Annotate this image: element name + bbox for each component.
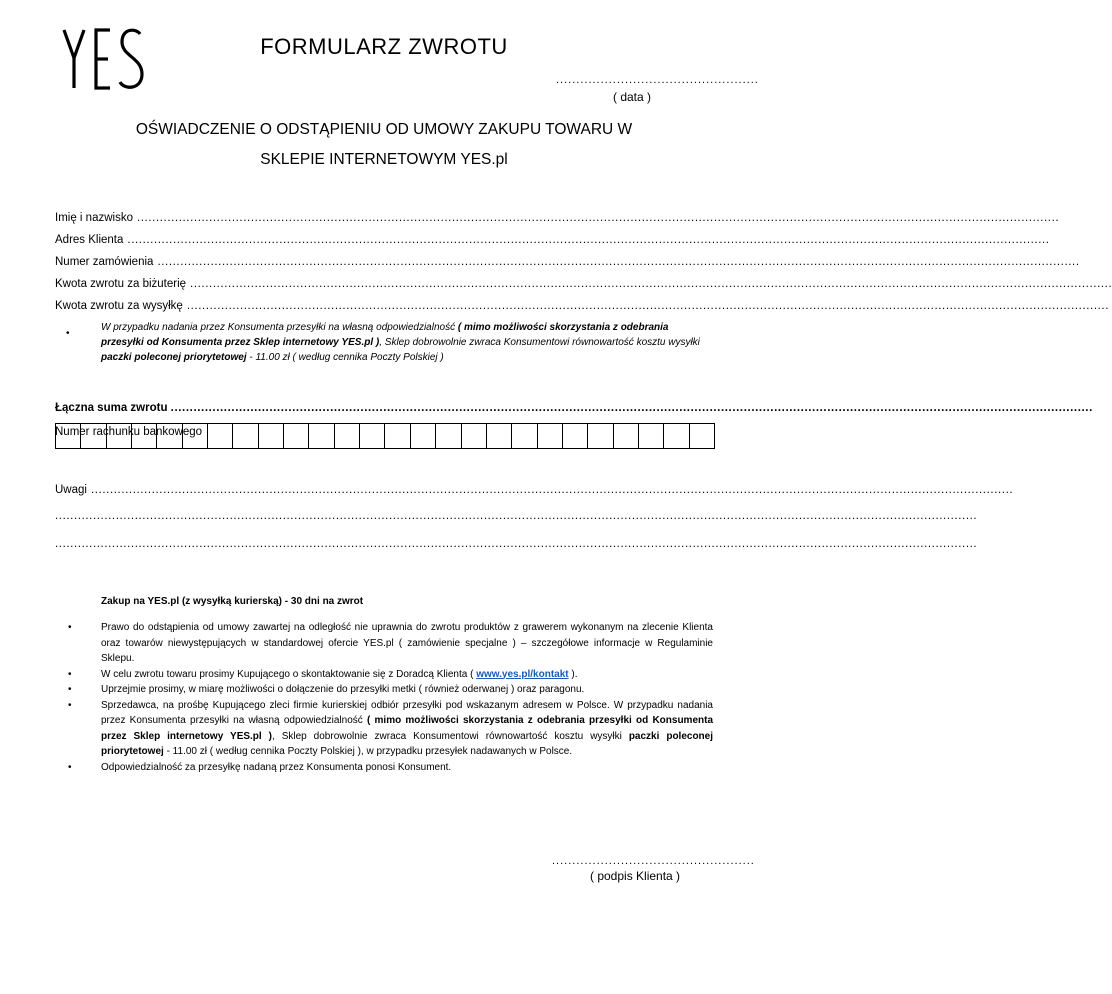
account-digit-box[interactable] [259,424,284,448]
statement-heading-line2: SKLEPIE INTERNETOWYM YES.pl [260,151,508,168]
signature-line: .................................................. [552,855,755,867]
list-item-text: ). [568,668,578,680]
account-digit-box[interactable] [81,424,106,448]
account-number-label: Numer rachunku bankowego [55,426,203,438]
statement-heading-line1: OŚWIADCZENIE O ODSTĄPIENIU OD UMOWY ZAKUPU TOWARU W [135,121,633,138]
order-number-label: Numer zamówienia [55,256,154,268]
note-bold-2: paczki poleconej priorytetowej [101,352,247,363]
shipping-refund-label: Kwota zwrotu za wysyłkę [55,300,183,312]
order-number-dots: ................................................................................................................................................................................................................................................... [157,256,1080,268]
list-item-text: , Sklep dobrowolnie zwraca Konsumentowi równowartość kosztu wysyłki [271,730,629,742]
account-digit-box[interactable] [56,424,81,448]
address-field[interactable] [55,234,1050,246]
account-digit-box[interactable] [487,424,512,448]
account-digit-box[interactable] [462,424,487,448]
account-digit-box[interactable] [183,424,208,448]
list-item-text: Odpowiedzialność za przesyłkę nadaną przez Konsumenta ponosi Konsument. [101,761,452,773]
list-item: • Prawo do odstąpienia od umowy zawartej na odległość nie uprawnia do zwrotu produktów z grawerem wykonanym na zlecenie Klienta oraz towarów niewystępujących w standardowej ofercie YES.pl ( zamówienie specjalne ) – szczegółowe informacje w Regulaminie Sklepu. [68,622,713,664]
remarks-line-3[interactable] [55,538,978,550]
remarks-dots: ................................................................................................................................................................................................................................................... [90,484,1014,496]
remarks-dots-2: ................................................................................................................................................................................................................................................... [55,510,978,522]
account-digit-box[interactable] [639,424,664,448]
total-refund-label: Łączna suma zwrotu [55,402,168,414]
jewelry-refund-label: Kwota zwrotu za biżuterię [55,278,187,290]
list-item-bold: paczki poleconej priorytetowej [101,730,714,757]
account-digit-box[interactable] [284,424,309,448]
date-label: ( data ) [613,90,652,104]
account-digit-box[interactable] [309,424,334,448]
account-digit-box[interactable] [690,424,714,448]
note-bold-1: ( mimo możliwości skorzystania z odebrania przesyłki od Konsumenta przez Sklep internetowy YES.pl ) [101,322,669,348]
account-digit-box[interactable] [614,424,639,448]
account-digit-box[interactable] [360,424,385,448]
shipping-refund-dots: ................................................................................................................................................................................................................................................... [186,300,1110,312]
return-policy-title: Zakup na YES.pl (z wysyłką kurierską) - 30 dni na zwrot [101,596,364,607]
account-digit-box[interactable] [385,424,410,448]
account-digit-box[interactable] [132,424,157,448]
total-refund-field[interactable] [55,402,1093,414]
account-digit-box[interactable] [436,424,461,448]
account-digit-box[interactable] [563,424,588,448]
account-digit-box[interactable] [208,424,233,448]
list-item: • Sprzedawca, na prośbę Kupującego zleci firmie kurierskiej odbiór przesyłki pod wskazanym adresem w Polsce. W przypadku nadania przez Konsumenta przesyłki na własną odpowiedzialność ( mimo możliwości skorzystania z odebrania przesyłki od Konsumenta przez Sklep internetowy YES.pl ), Sklep dobrowolnie zwraca Konsumentowi równowartość kosztu wysyłki paczki poleconej priorytetowej - 11.00 zł ( według cennika Poczty Polskiej ), w przypadku przesyłek nadawanych w Polsce. [68,699,714,757]
note-text-1: W przypadku nadania przez Konsumenta przesyłki na własną odpowiedzialność [101,322,458,333]
account-number-grid[interactable] [55,423,715,449]
remarks-label: Uwagi [55,484,87,496]
account-digit-box[interactable] [335,424,360,448]
list-item-text: Uprzejmie prosimy, w miarę możliwości o dołączenie do przesyłki metki ( również oderwanej ) oraz paragonu. [101,684,585,695]
name-field[interactable] [55,212,1060,224]
list-item: • Odpowiedzialność za przesyłkę nadaną przez Konsumenta ponosi Konsument. [68,761,452,773]
address-dots: ................................................................................................................................................................................................................................................... [127,234,1050,246]
address-label: Adres Klienta [55,234,124,246]
list-item-bold: ( mimo możliwości skorzystania z odebrania przesyłki od Konsumenta przez Sklep internetowy YES.pl ) [101,715,714,742]
account-digit-box[interactable] [107,424,132,448]
return-policy-list [68,620,714,775]
account-digit-box[interactable] [411,424,436,448]
list-item: • Uprzejmie prosimy, w miarę możliwości o dołączenie do przesyłki metki ( również oderwanej ) oraz paragonu. [68,684,585,695]
account-digit-box[interactable] [512,424,537,448]
jewelry-refund-dots: ................................................................................................................................................................................................................................................... [190,278,1112,290]
date-line: .................................................. [556,74,759,86]
form-title: FORMULARZ ZWROTU [260,34,508,59]
contact-link[interactable]: www.yes.pl/kontakt [476,668,569,680]
name-dots: ................................................................................................................................................................................................................................................... [136,212,1060,224]
order-number-field[interactable] [55,256,1080,268]
list-item-text: Prawo do odstąpienia od umowy zawartej na odległość nie uprawnia do zwrotu produktów z grawerem wykonanym na zlecenie Klienta oraz towarów niewystępujących w standardowej ofercie YES.pl ( zamówienie specjalne ) – szczegółowe informacje w Regulaminie Sklepu. [101,622,713,664]
note-text-3: - 11.00 zł ( według cennika Poczty Polskiej ) [246,352,444,363]
shipping-refund-field[interactable] [55,300,1110,312]
account-digit-box[interactable] [538,424,563,448]
account-digit-box[interactable] [588,424,613,448]
list-item-text: - 11.00 zł ( według cennika Poczty Polskiej ), w przypadku przesyłek nadawanych w Polsce. [163,746,573,757]
account-digit-box[interactable] [664,424,689,448]
list-item: • W celu zwrotu towaru prosimy Kupującego o skontaktowanie się z Doradcą Klienta ( www.yes.pl/kontakt ). [68,668,578,680]
jewelry-refund-field[interactable] [55,278,1112,290]
account-digit-box[interactable] [157,424,182,448]
remarks-field[interactable] [55,484,1014,496]
list-item-text: Sprzedawca, na prośbę Kupującego zleci firmie kurierskiej odbiór przesyłki pod wskazanym adresem w Polsce. W przypadku nadania przez Konsumenta przesyłki na własną odpowiedzialność [101,699,713,726]
account-digit-box[interactable] [233,424,258,448]
note-bullet: • [66,328,70,339]
note-text-2: , Sklep dobrowolnie zwraca Konsumentowi równowartość kosztu wysyłki [379,337,700,348]
list-item-text: W celu zwrotu towaru prosimy Kupującego o skontaktowanie się z Doradcą Klienta ( [101,668,477,680]
remarks-line-2[interactable] [55,510,978,522]
signature-label: ( podpis Klienta ) [590,869,681,883]
remarks-dots-3: ................................................................................................................................................................................................................................................... [55,538,978,550]
total-refund-dots: ................................................................................................................................................................................................................................................... [170,402,1093,414]
name-label: Imię i nazwisko [55,212,133,224]
shipping-note [101,320,711,365]
